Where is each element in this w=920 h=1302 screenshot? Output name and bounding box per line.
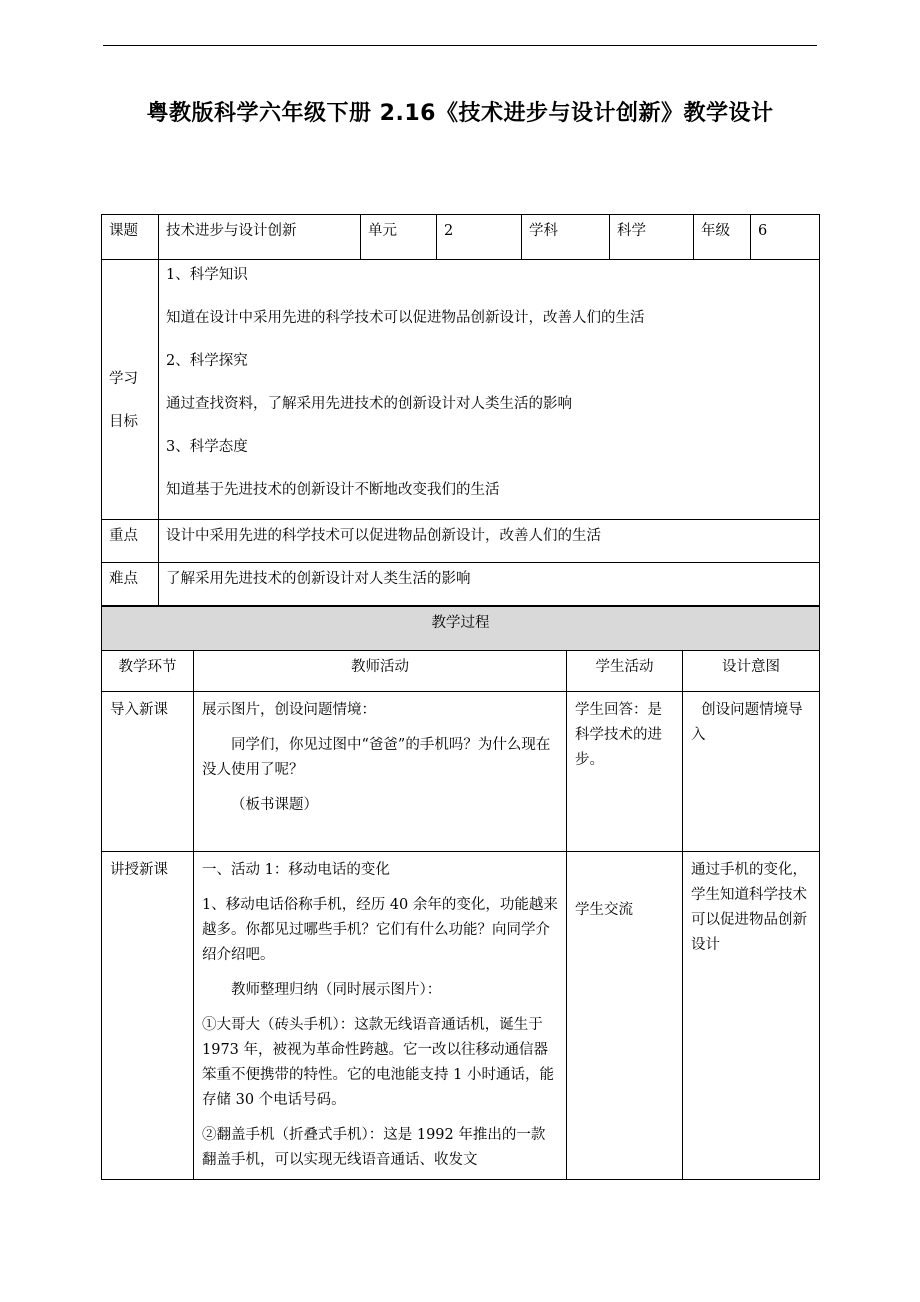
intro-student: 学生回答：是科学技术的进步。 [567,692,683,852]
goal-line: 1、科学知识 [166,267,248,283]
intro-intent: 创设问题情境导入 [683,692,820,852]
teacher-line: ①大哥大（砖头手机）：这款无线语音通话机，诞生于 1973 年，被视为革命性跨越。它一改以往移动通信器笨重不便携带的特性。它的电池能支持 1 小时通话，能存储 30 个电话号码。 [202,1017,554,1108]
info-table [101,214,820,606]
key-label: 重点 [102,520,159,563]
difficulty-label: 难点 [102,563,159,606]
goal-line: 知道在设计中采用先进的科学技术可以促进物品创新设计，改善人们的生活 [166,310,645,326]
goal-line: 知道基于先进技术的创新设计不断地改变我们的生活 [166,482,500,498]
teacher-line: ②翻盖手机（折叠式手机）：这是 1992 年推出的一款翻盖手机，可以实现无线语音通话、收发文 [202,1127,546,1168]
header-intent: 设计意图 [683,651,820,692]
header-teacher: 教师活动 [194,651,567,692]
unit-value: 2 [437,215,522,260]
intro-stage: 导入新课 [102,692,194,852]
subject-label: 学科 [522,215,610,260]
goals-content [159,260,820,520]
header-stage: 教学环节 [102,651,194,692]
document-title: 粤教版科学六年级下册 2.16《技术进步与设计创新》教学设计 [146,101,774,126]
process-table [101,606,820,1180]
table-row [102,852,820,1180]
teacher-line: 展示图片，创设问题情境： [202,702,376,718]
topic-value: 技术进步与设计创新 [159,215,361,260]
header-student: 学生活动 [567,651,683,692]
teacher-line: 教师整理归纳（同时展示图片）： [231,982,442,998]
grade-label: 年级 [694,215,751,260]
lecture-student: 学生交流 [567,852,683,1180]
goal-line: 2、科学探究 [166,353,248,369]
lecture-intent: 通过手机的变化，学生知道科学技术可以促进物品创新设计 [683,852,820,1180]
goal-line: 3、科学态度 [166,439,248,455]
goals-label [102,260,159,520]
grade-value: 6 [751,215,820,260]
difficulty-value: 了解采用先进技术的创新设计对人类生活的影响 [159,563,820,606]
goals-label-line-2: 目标 [109,413,138,430]
teacher-line: （板书课题） [231,797,318,813]
topic-label: 课题 [102,215,159,260]
goals-label-line-1: 学习 [109,370,138,387]
intro-teacher [194,692,567,852]
key-value: 设计中采用先进的科学技术可以促进物品创新设计，改善人们的生活 [159,520,820,563]
header-rule [103,45,817,46]
teacher-line: 同学们，你见过图中“爸爸”的手机吗？为什么现在没人使用了呢？ [202,737,551,778]
unit-label: 单元 [361,215,437,260]
teacher-line: 一、活动 1：移动电话的变化 [202,862,390,878]
process-band-title: 教学过程 [102,607,820,651]
table-row [102,692,820,852]
teacher-line: 1、移动电话俗称手机，经历 40 余年的变化，功能越来越多。你都见过哪些手机？它们有什么功能？向同学介绍介绍吧。 [202,897,558,963]
subject-value: 科学 [610,215,694,260]
lecture-stage: 讲授新课 [102,852,194,1180]
lecture-teacher [194,852,567,1180]
goal-line: 通过查找资料，了解采用先进技术的创新设计对人类生活的影响 [166,396,572,412]
